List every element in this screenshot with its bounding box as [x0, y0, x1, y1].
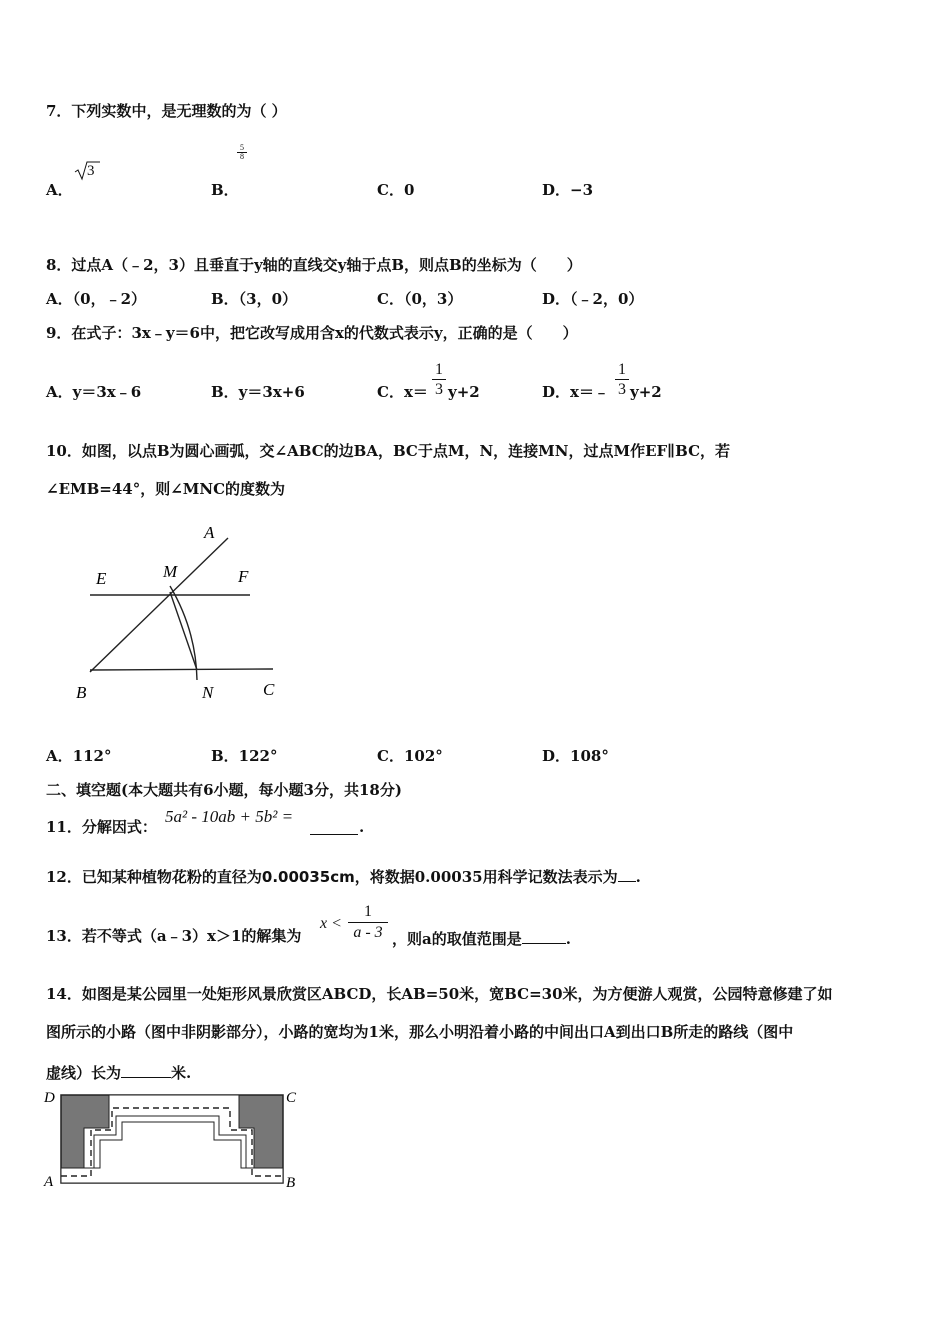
fraction-numerator: 1 [364, 903, 372, 920]
q7-option-c: C．0 [377, 181, 415, 199]
q13-suffix-text: ，则a的取值范围是 [392, 930, 522, 948]
q12-value: 0.00035cm [261, 868, 355, 886]
fraction-denominator: a - 3 [348, 922, 388, 943]
q14-line3-suffix: 米. [171, 1064, 192, 1082]
label-a: A [204, 523, 215, 542]
fraction-denominator: 8 [237, 152, 247, 161]
q12-text [46, 867, 641, 885]
q7-stem: 7．下列实数中，是无理数的为（ ） [46, 102, 287, 120]
q14-answer-blank [121, 1063, 171, 1078]
q13-answer-blank [522, 929, 566, 944]
q9-stem: 9．在式子：3x﹣y＝6中，把它改写成用含x的代数式表示y，正确的是（ ） [46, 324, 578, 342]
label-f: F [238, 567, 249, 586]
q14-park-figure [44, 1088, 304, 1192]
fraction-denominator: 3 [615, 379, 629, 399]
q9-option-c-fraction [432, 360, 446, 399]
section-2-heading: 二、填空题(本大题共有6小题，每小题3分，共18分) [46, 781, 402, 799]
label-n: N [202, 683, 214, 702]
q9-option-c-prefix: C．x＝ [377, 383, 428, 401]
q10-option-a: A．112° [46, 747, 112, 765]
fraction-numerator: 5 [240, 143, 244, 152]
q8-option-d: D．（﹣2，0） [542, 290, 644, 308]
q7-option-d: D．−3 [542, 181, 594, 199]
label-a: A [44, 1174, 54, 1190]
q10-geometry-figure [70, 520, 290, 705]
label-b: B [286, 1175, 296, 1191]
q10-stem-line2: ∠EMB=44°，则∠MNC的度数为 [46, 480, 286, 498]
label-c: C [286, 1090, 297, 1106]
q7-radicand: 3 [87, 163, 95, 179]
q7-option-b-label: B． [211, 181, 239, 199]
q9-option-a: A．y＝3x﹣6 [46, 383, 142, 401]
q12-prefix: 12．已知某种植物花粉的直径为 [46, 868, 262, 886]
q10-option-d: D．108° [542, 747, 609, 765]
q8-option-b: B．（3，0） [211, 290, 298, 308]
fraction-numerator: 1 [435, 361, 443, 378]
q13-fraction [348, 902, 388, 943]
q13-x-lt: x < [320, 915, 342, 932]
q8-option-a: A．（0，﹣2） [46, 290, 147, 308]
q7-option-a-label: A． [46, 181, 73, 199]
q9-option-d-suffix: y+2 [630, 383, 662, 401]
label-e: E [96, 569, 107, 588]
q9-option-d-prefix: D．x＝﹣ [542, 383, 609, 401]
q13-end-period: . [565, 930, 571, 948]
q9-option-d-fraction [615, 360, 629, 399]
label-c: C [263, 680, 275, 699]
q9-option-b: B．y＝3x+6 [211, 383, 305, 401]
q11-answer-blank [310, 820, 358, 838]
q11-stem: 11．分解因式： [46, 818, 157, 836]
q10-option-b: B．122° [211, 747, 278, 765]
q9-option-c-suffix: y+2 [448, 383, 480, 401]
q13-prefix: 13．若不等式（a﹣3）x＞1的解集为 [46, 927, 302, 945]
q12-suffix: ，将数据0.00035用科学记数法表示为 [354, 868, 618, 886]
label-b: B [76, 683, 87, 702]
label-m: M [163, 562, 178, 581]
q13-suffix [392, 929, 571, 947]
q14-stem-line2: 图所示的小路（图中非阴影部分），小路的宽均为1米，那么小明沿着小路的中间出口A到出口B所走的路线（图中 [46, 1023, 794, 1041]
q7-option-b-fraction [237, 144, 247, 161]
q8-option-c: C．（0，3） [377, 290, 463, 308]
fraction-denominator: 3 [432, 379, 446, 399]
segment-mn [170, 592, 197, 670]
label-d: D [44, 1090, 55, 1106]
q10-stem-line1: 10．如图，以点B为圆心画弧，交∠ABC的边BA，BC于点M，N，连接MN，过点M作EF∥BC，若 [46, 442, 731, 460]
q8-stem: 8．过点A（﹣2，3）且垂直于y轴的直线交y轴于点B，则点B的坐标为（ ） [46, 256, 582, 274]
line-bc [90, 669, 273, 670]
fraction-numerator: 1 [618, 361, 626, 378]
line-ba [90, 538, 228, 672]
q14-line3-prefix: 虚线）长为 [46, 1064, 122, 1082]
q12-end-period: . [635, 868, 641, 886]
q12-answer-blank [618, 867, 636, 882]
q14-stem-line3 [46, 1063, 191, 1081]
q10-option-c: C．102° [377, 747, 443, 765]
q14-stem-line1: 14．如图是某公园里一处矩形风景欣赏区ABCD，长AB=50米，宽BC=30米，为方便游人观赏，公园特意修建了如 [46, 985, 833, 1003]
q11-expression: 5a² - 10ab + 5b² = [165, 807, 294, 826]
q11-end-period: . [359, 818, 365, 836]
